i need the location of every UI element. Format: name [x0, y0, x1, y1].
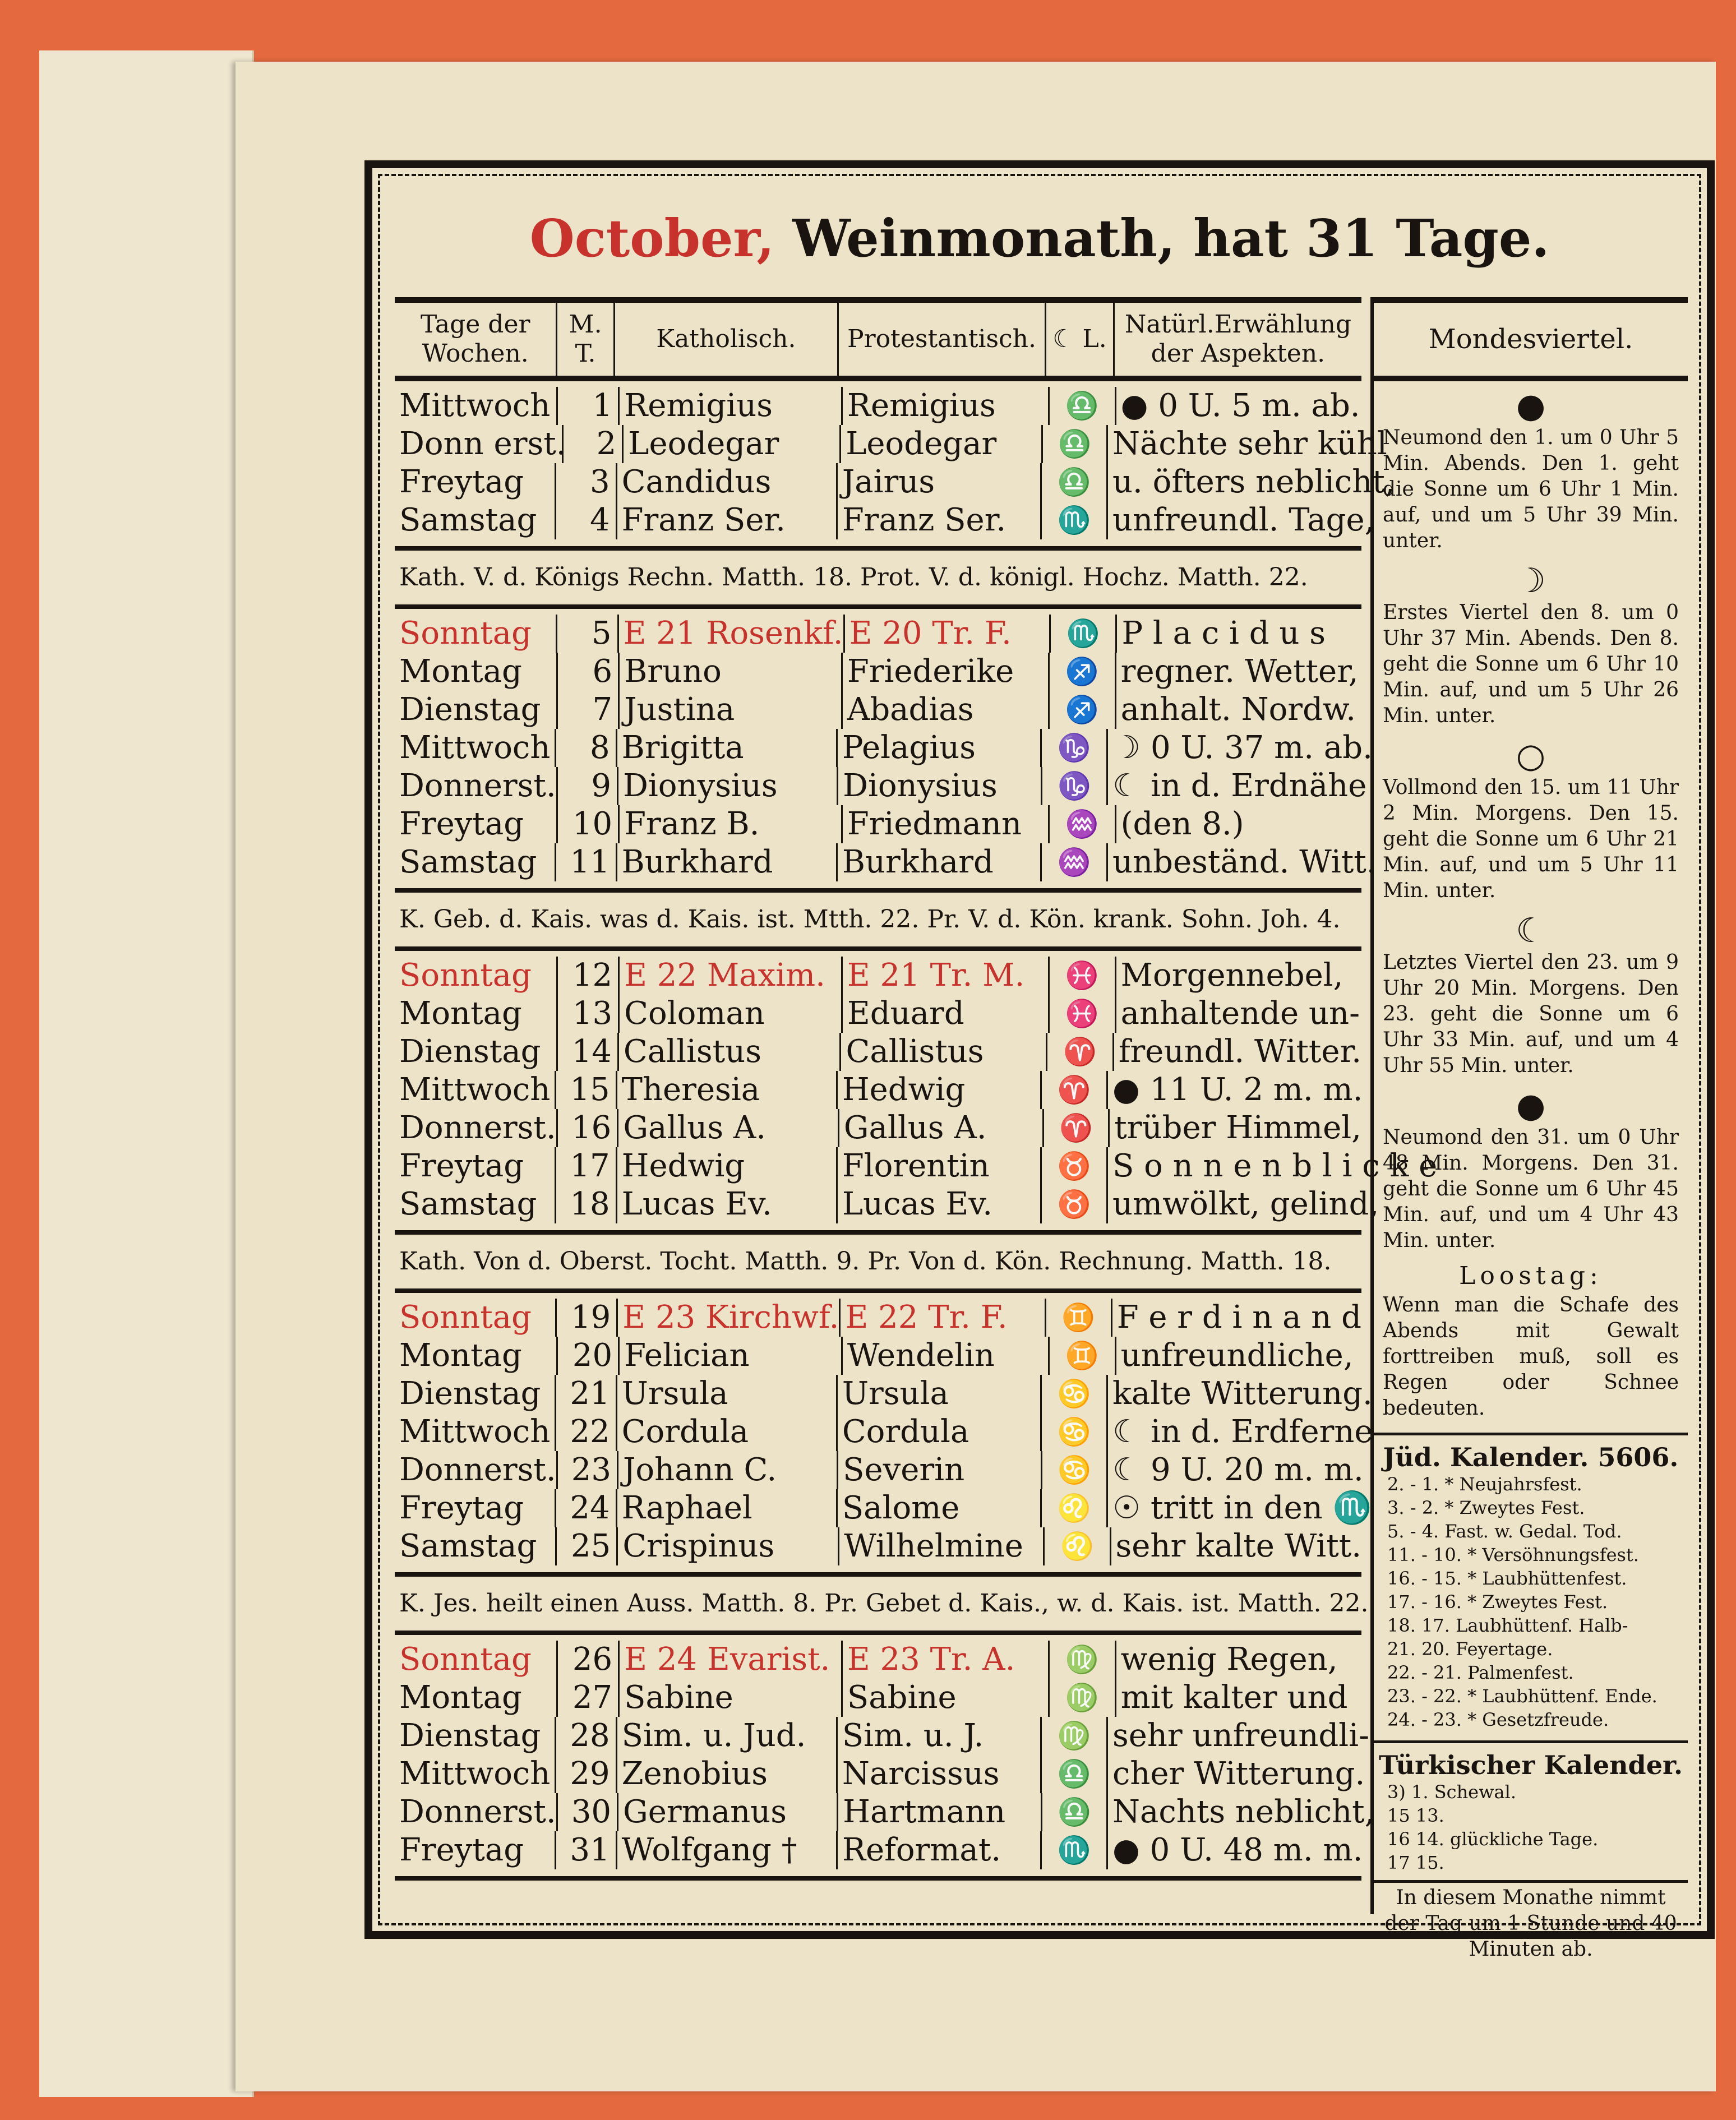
cell-c3: Hedwig — [617, 1147, 838, 1185]
cell-c3: E 23 Kirchwf. — [618, 1299, 841, 1337]
jewish-line: 11. - 10. * Versöhnungsfest. — [1387, 1544, 1639, 1565]
cell-c2: 20 — [558, 1337, 620, 1375]
week-block — [395, 609, 1377, 893]
header-cl: ☾ L. — [1046, 303, 1115, 376]
cell-c1: Freytag — [395, 805, 558, 843]
cell-c3: Theresia — [617, 1071, 838, 1109]
moon-column — [1370, 297, 1688, 1961]
cell-c4: Franz Ser. — [838, 501, 1042, 539]
cell-c4: Salome — [838, 1489, 1042, 1527]
cell-c2: 7 — [558, 691, 620, 729]
cell-c3: Bruno — [620, 653, 843, 691]
cell-c5: ♎ — [1043, 425, 1108, 463]
cell-c5: ♒ — [1050, 805, 1116, 843]
cell-c6: S o n n e n b l i c k e — [1112, 1148, 1438, 1184]
cell-c6: Nachts neblicht, — [1112, 1794, 1375, 1830]
jewish-title: Jüd. Kalender. 5606. — [1374, 1433, 1688, 1472]
cell-c2: 30 — [558, 1793, 618, 1831]
table-row — [395, 1831, 1361, 1869]
moon-list — [1374, 386, 1688, 1256]
cell-c6: trüber Himmel, — [1114, 1110, 1361, 1146]
cell-c4: Eduard — [843, 995, 1050, 1033]
title-rest: Weinmonath, hat 31 Tage. — [774, 208, 1550, 269]
loostag-title: Loostag: — [1459, 1262, 1603, 1290]
cell-c3: Germanus — [618, 1793, 838, 1831]
cell-c4: Callistus — [841, 1033, 1047, 1071]
cell-c5: ♌ — [1045, 1527, 1111, 1565]
cell-c6: ☽ 0 U. 37 m. ab. — [1112, 729, 1373, 766]
cell-c5: ♋ — [1042, 1451, 1108, 1489]
cell-c4: Reformat. — [838, 1831, 1042, 1869]
cell-c6: (den 8.) — [1120, 806, 1244, 842]
moon-phase-icon: ○ — [1516, 736, 1546, 775]
jewish-line: 2. - 1. * Neujahrsfest. — [1387, 1474, 1582, 1495]
table-row — [395, 1375, 1373, 1413]
table-row — [395, 425, 1387, 463]
cell-c2: 23 — [558, 1451, 618, 1489]
cell-c5: ♊ — [1046, 1299, 1112, 1337]
cell-c4: Leodegar — [841, 425, 1043, 463]
cell-c6: Morgennebel, — [1120, 957, 1343, 994]
cell-c2: 11 — [556, 843, 617, 881]
jewish-line: 3. - 2. * Zweytes Fest. — [1387, 1497, 1585, 1518]
table-row — [395, 1413, 1373, 1451]
cell-c1: Freytag — [395, 463, 556, 501]
cell-c5: ♐ — [1050, 653, 1116, 691]
cell-c2: 24 — [556, 1489, 617, 1527]
cell-c2: 29 — [556, 1755, 617, 1793]
cell-c4: Florentin — [838, 1147, 1042, 1185]
title-month: October, — [529, 208, 775, 269]
cell-c3: Coloman — [620, 995, 843, 1033]
jewish-line: 16. - 15. * Laubhüttenfest. — [1387, 1568, 1627, 1589]
turkish-title: Türkischer Kalender. — [1374, 1740, 1688, 1780]
table-row — [395, 463, 1395, 501]
gospel-line: K. Geb. d. Kais. was d. Kais. ist. Mtth. 22. Pr. V. d. Kön. krank. Sohn. Joh. 4. — [395, 893, 1361, 951]
cell-c2: 14 — [558, 1033, 619, 1071]
table-row — [395, 501, 1375, 539]
turkish-line: 15 13. — [1387, 1805, 1444, 1826]
cell-c3: Dionysius — [618, 767, 838, 805]
cell-c4: Jairus — [838, 463, 1042, 501]
cell-c1: Donn erst. — [395, 425, 564, 463]
moon-phase-text: Letztes Viertel den 23. um 9 Uhr 20 Min. Morgens. Den 23. geht die Sonne um 6 Uhr 33 Min. auf, und um 4 Uhr 55 Min. unter. — [1383, 951, 1679, 1077]
jewish-line: 18. 17. Laubhüttenf. Halb- — [1387, 1615, 1628, 1636]
table-row — [395, 1109, 1361, 1147]
cell-c4: Pelagius — [838, 729, 1042, 767]
cell-c4: Lucas Ev. — [838, 1185, 1042, 1223]
header-prot: Protestantisch. — [839, 303, 1046, 376]
cell-c6: kalte Witterung. — [1112, 1375, 1373, 1412]
cell-c6: Nächte sehr kühl — [1112, 426, 1387, 462]
week-block — [395, 1293, 1373, 1577]
cell-c3: Brigitta — [617, 729, 838, 767]
cell-c3: Zenobius — [617, 1755, 838, 1793]
cell-c4: Dionysius — [838, 767, 1042, 805]
cell-c5: ♏ — [1042, 501, 1108, 539]
table-row — [395, 1489, 1372, 1527]
cell-c5: ♈ — [1047, 1033, 1114, 1071]
cell-c1: Sonntag — [395, 1641, 558, 1679]
cell-c3: Justina — [620, 691, 843, 729]
cell-c1: Mittwoch — [395, 1755, 556, 1793]
cell-c2: 21 — [556, 1375, 617, 1413]
cell-c5: ♎ — [1050, 387, 1116, 425]
moon-phase-text: Neumond den 1. um 0 Uhr 5 Min. Abends. Den 1. geht die Sonne um 6 Uhr 1 Min. auf, und um 5 Uhr 39 Min. unter. — [1383, 426, 1679, 552]
cell-c4: Ursula — [838, 1375, 1042, 1413]
cell-c6: freundl. Witter. — [1118, 1033, 1361, 1070]
cell-c2: 1 — [558, 387, 620, 425]
cell-c2: 12 — [558, 957, 620, 995]
loostag-text: Wenn man die Schafe des Abends mit Gewalt forttreiben muß, soll es Regen oder Schnee bedeuten. — [1383, 1294, 1679, 1420]
cell-c1: Dienstag — [395, 1375, 556, 1413]
turkish-line: 3) 1. Schewal. — [1387, 1781, 1516, 1803]
cell-c2: 28 — [556, 1717, 617, 1755]
cell-c2: 17 — [556, 1147, 617, 1185]
cell-c1: Sonntag — [395, 615, 557, 653]
table-row — [395, 1071, 1361, 1109]
cell-c1: Donnerst. — [395, 1451, 558, 1489]
cell-c4: Friederike — [843, 653, 1050, 691]
cell-c6: ☾ in d. Erdnähe — [1112, 768, 1367, 804]
table-row — [395, 1147, 1438, 1185]
cell-c6: mit kalter und — [1120, 1679, 1348, 1716]
page-title — [395, 185, 1684, 292]
turkish-line: 17 15. — [1387, 1852, 1444, 1873]
cell-c1: Donnerst. — [395, 1793, 558, 1831]
moon-phase-icon: ● — [1516, 386, 1546, 426]
cell-c1: Freytag — [395, 1147, 556, 1185]
cell-c2: 4 — [556, 501, 617, 539]
cell-c5: ♏ — [1051, 615, 1118, 653]
cell-c2: 13 — [558, 995, 620, 1033]
cell-c1: Samstag — [395, 843, 556, 881]
cell-c1: Dienstag — [395, 1033, 558, 1071]
cell-c5: ♋ — [1042, 1375, 1108, 1413]
cell-c3: Wolfgang † — [617, 1831, 838, 1869]
cell-c3: Sabine — [620, 1679, 843, 1717]
jewish-line: 5. - 4. Fast. w. Gedal. Tod. — [1387, 1521, 1622, 1542]
cell-c5: ♒ — [1042, 843, 1108, 881]
cell-c2: 3 — [556, 463, 617, 501]
cell-c4: Wilhelmine — [839, 1527, 1045, 1565]
header-days: Tage der Wochen. — [395, 303, 557, 376]
table-row — [395, 1679, 1361, 1717]
cell-c6: ☾ in d. Erdferne — [1112, 1414, 1373, 1450]
cell-c3: E 22 Maxim. — [620, 957, 843, 995]
gospel-line: Kath. V. d. Königs Rechn. Matth. 18. Prot. V. d. königl. Hochz. Matth. 22. — [395, 551, 1361, 609]
week-block — [395, 381, 1395, 551]
cell-c4: Burkhard — [838, 843, 1042, 881]
cell-c3: E 21 Rosenkf. — [619, 615, 845, 653]
table-row — [395, 1299, 1361, 1337]
table-row — [395, 1755, 1365, 1793]
cell-c3: Raphael — [617, 1489, 838, 1527]
cell-c6: wenig Regen, — [1120, 1641, 1338, 1678]
cell-c6: unfreundl. Tage, — [1112, 502, 1375, 538]
cell-c5: ♍ — [1042, 1717, 1108, 1755]
moon-phase-icon: ☾ — [1516, 911, 1546, 950]
cell-c4: Friedmann — [843, 805, 1050, 843]
cell-c5: ♑ — [1042, 767, 1108, 805]
table-row — [395, 1641, 1361, 1679]
cell-c6: anhalt. Nordw. — [1120, 691, 1356, 728]
cell-c2: 8 — [556, 729, 617, 767]
table-row — [395, 1451, 1364, 1489]
cell-c2: 18 — [556, 1185, 617, 1223]
cell-c6: ☉ tritt in den ♏ — [1112, 1490, 1372, 1526]
cell-c3: Burkhard — [617, 843, 838, 881]
table-row — [395, 691, 1361, 729]
cell-c6: P l a c i d u s — [1121, 615, 1326, 652]
jewish-line: 17. - 16. * Zweytes Fest. — [1387, 1591, 1608, 1613]
cell-c2: 10 — [558, 805, 620, 843]
table-row — [395, 387, 1361, 425]
cell-c3: Cordula — [617, 1413, 838, 1451]
table-row — [395, 653, 1361, 691]
cell-c1: Donnerst. — [395, 767, 558, 805]
cell-c3: Ursula — [617, 1375, 838, 1413]
cell-c5: ♉ — [1042, 1147, 1108, 1185]
cell-c2: 9 — [558, 767, 618, 805]
table-row — [395, 1185, 1379, 1223]
cell-c1: Montag — [395, 1337, 558, 1375]
cell-c3: Crispinus — [618, 1527, 839, 1565]
cell-c3: Candidus — [617, 463, 838, 501]
cell-c6: ● 0 U. 5 m. ab. — [1120, 387, 1360, 424]
cell-c5: ♓ — [1050, 995, 1116, 1033]
cell-c4: E 21 Tr. M. — [843, 957, 1050, 995]
cell-c2: 31 — [556, 1831, 617, 1869]
cell-c1: Sonntag — [395, 957, 558, 995]
table-row — [395, 957, 1361, 995]
cell-c4: Wendelin — [843, 1337, 1050, 1375]
cell-c1: Montag — [395, 995, 558, 1033]
cell-c1: Sonntag — [395, 1299, 557, 1337]
cell-c1: Montag — [395, 1679, 558, 1717]
table-row — [395, 1793, 1375, 1831]
cell-c3: Franz B. — [620, 805, 843, 843]
cell-c1: Mittwoch — [395, 1413, 556, 1451]
jewish-list — [1374, 1472, 1688, 1731]
cell-c3: Remigius — [620, 387, 843, 425]
cell-c6: sehr kalte Witt. — [1115, 1528, 1361, 1564]
cell-c5: ♈ — [1042, 1071, 1108, 1109]
turkish-list — [1374, 1780, 1688, 1874]
cell-c3: Lucas Ev. — [617, 1185, 838, 1223]
cell-c5: ♏ — [1042, 1831, 1108, 1869]
table-row — [395, 843, 1377, 881]
cell-c4: Abadias — [843, 691, 1050, 729]
cell-c2: 27 — [558, 1679, 620, 1717]
cell-c2: 15 — [556, 1071, 617, 1109]
calendar-frame — [364, 160, 1715, 1961]
cell-c5: ♑ — [1042, 729, 1108, 767]
cell-c6: F e r d i n a n d — [1116, 1299, 1361, 1336]
cell-c4: Sim. u. J. — [838, 1717, 1042, 1755]
cell-c5: ♎ — [1042, 1755, 1108, 1793]
header-aspects: Natürl.Erwählung der Aspekten. — [1124, 310, 1351, 368]
cell-c5: ♓ — [1050, 957, 1116, 995]
table-row — [395, 767, 1367, 805]
cell-c1: Samstag — [395, 1527, 557, 1565]
cell-c4: Sabine — [843, 1679, 1050, 1717]
cell-c3: Gallus A. — [618, 1109, 839, 1147]
week-block — [395, 951, 1438, 1235]
cell-c5: ♎ — [1042, 463, 1108, 501]
cell-c1: Freytag — [395, 1831, 556, 1869]
cell-c2: 22 — [556, 1413, 617, 1451]
cell-c6: anhaltende un- — [1120, 995, 1360, 1032]
cell-c3: Sim. u. Jud. — [617, 1717, 838, 1755]
cell-c6: u. öfters neblicht, — [1112, 464, 1395, 500]
cell-c6: unfreundliche, — [1120, 1337, 1354, 1374]
table-header — [395, 297, 1361, 381]
gospel-line: K. Jes. heilt einen Auss. Matth. 8. Pr. Gebet d. Kais., w. d. Kais. ist. Matth. 22. — [395, 1577, 1361, 1635]
cell-c3: Leodegar — [624, 425, 841, 463]
cell-c3: E 24 Evarist. — [620, 1641, 843, 1679]
cell-c3: Johann C. — [618, 1451, 838, 1489]
cell-c4: Hartmann — [838, 1793, 1042, 1831]
table-row — [395, 729, 1373, 767]
gospel-line: Kath. Von d. Oberst. Tocht. Matth. 9. Pr. Von d. Kön. Rechnung. Matth. 18. — [395, 1235, 1361, 1293]
cell-c1: Dienstag — [395, 691, 558, 729]
cell-c4: Hedwig — [838, 1071, 1042, 1109]
cell-c1: Donnerst. — [395, 1109, 558, 1147]
cell-c2: 26 — [558, 1641, 620, 1679]
table-row — [395, 615, 1361, 653]
cell-c6: sehr unfreundli- — [1112, 1717, 1369, 1754]
cell-c1: Montag — [395, 653, 558, 691]
cell-c5: ♋ — [1042, 1413, 1108, 1451]
table-row — [395, 1337, 1361, 1375]
cell-c6: unbeständ. Witt. — [1112, 844, 1377, 880]
jewish-line: 21. 20. Feyertage. — [1387, 1638, 1553, 1660]
cell-c4: Gallus A. — [839, 1109, 1044, 1147]
cell-c6: cher Witterung. — [1112, 1756, 1365, 1792]
cell-c1: Samstag — [395, 1185, 556, 1223]
cell-c6: ● 0 U. 48 m. m. — [1112, 1832, 1363, 1868]
cell-c5: ♉ — [1042, 1185, 1108, 1223]
moon-phase-text: Neumond den 31. um 0 Uhr 48 Min. Morgens. Den 31. geht die Sonne um 6 Uhr 45 Min. auf, und um 4 Uhr 43 Min. unter. — [1383, 1126, 1679, 1252]
moon-phase-icon: ● — [1516, 1086, 1546, 1125]
cell-c5: ♊ — [1050, 1337, 1116, 1375]
cell-c3: Callistus — [619, 1033, 842, 1071]
table-row — [395, 1717, 1369, 1755]
cell-c1: Mittwoch — [395, 729, 556, 767]
cell-c1: Dienstag — [395, 1717, 556, 1755]
cell-c2: 19 — [557, 1299, 618, 1337]
cell-c6: ● 11 U. 2 m. m. — [1112, 1071, 1363, 1108]
jewish-line: 23. - 22. * Laubhüttenf. Ende. — [1387, 1685, 1657, 1707]
table-row — [395, 1033, 1361, 1071]
cell-c2: 6 — [558, 653, 620, 691]
cell-c2: 5 — [557, 615, 618, 653]
moon-phase-text: Erstes Viertel den 8. um 0 Uhr 37 Min. Abends. Den 8. geht die Sonne um 6 Uhr 10 Min. auf, und um 5 Uhr 26 Min. unter. — [1383, 601, 1679, 727]
cell-c4: Remigius — [843, 387, 1050, 425]
cell-c2: 25 — [557, 1527, 618, 1565]
cell-c5: ♐ — [1050, 691, 1116, 729]
turkish-line: 16 14. glückliche Tage. — [1387, 1828, 1599, 1850]
cell-c4: Narcissus — [838, 1755, 1042, 1793]
cell-c1: Samstag — [395, 501, 556, 539]
cell-c5: ♌ — [1042, 1489, 1108, 1527]
cell-c4: E 23 Tr. A. — [843, 1641, 1050, 1679]
cell-c6: ☾ 9 U. 20 m. m. — [1112, 1452, 1364, 1488]
cell-c4: Severin — [838, 1451, 1042, 1489]
cell-c3: Felician — [620, 1337, 843, 1375]
header-moon: Mondesviertel. — [1374, 297, 1688, 381]
week-block — [395, 1635, 1375, 1881]
moon-phase-icon: ☽ — [1516, 561, 1546, 601]
moon-phase-text: Vollmond den 15. um 11 Uhr 2 Min. Morgens. Den 15. geht die Sonne um 6 Uhr 21 Min. auf, und um 5 Uhr 11 Min. unter. — [1383, 776, 1679, 902]
cell-c1: Mittwoch — [395, 1071, 556, 1109]
cell-c1: Freytag — [395, 1489, 556, 1527]
cell-c4: Cordula — [838, 1413, 1042, 1451]
cell-c6: regner. Wetter, — [1120, 653, 1359, 690]
header-kath: Katholisch. — [615, 303, 839, 376]
month-note: In diesem Monathe nimmt der Tag um 1 Stunde und 40 Minuten ab. — [1374, 1880, 1688, 1965]
cell-c5: ♈ — [1044, 1109, 1110, 1147]
cell-c5: ♍ — [1050, 1679, 1116, 1717]
cell-c6: umwölkt, gelind, — [1112, 1186, 1379, 1222]
jewish-line: 22. - 21. Palmenfest. — [1387, 1662, 1574, 1683]
cell-c2: 2 — [564, 425, 624, 463]
jewish-line: 24. - 23. * Gesetzfreude. — [1387, 1709, 1609, 1730]
table-row — [395, 995, 1361, 1033]
cell-c3: Franz Ser. — [617, 501, 838, 539]
table-row — [395, 805, 1361, 843]
cell-c4: E 22 Tr. F. — [841, 1299, 1046, 1337]
table-row — [395, 1527, 1361, 1565]
cell-c5: ♍ — [1050, 1641, 1116, 1679]
cell-c5: ♎ — [1042, 1793, 1108, 1831]
cell-c1: Mittwoch — [395, 387, 558, 425]
cell-c2: 16 — [558, 1109, 619, 1147]
header-mt: M. T. — [557, 303, 615, 376]
cell-c4: E 20 Tr. F. — [845, 615, 1051, 653]
